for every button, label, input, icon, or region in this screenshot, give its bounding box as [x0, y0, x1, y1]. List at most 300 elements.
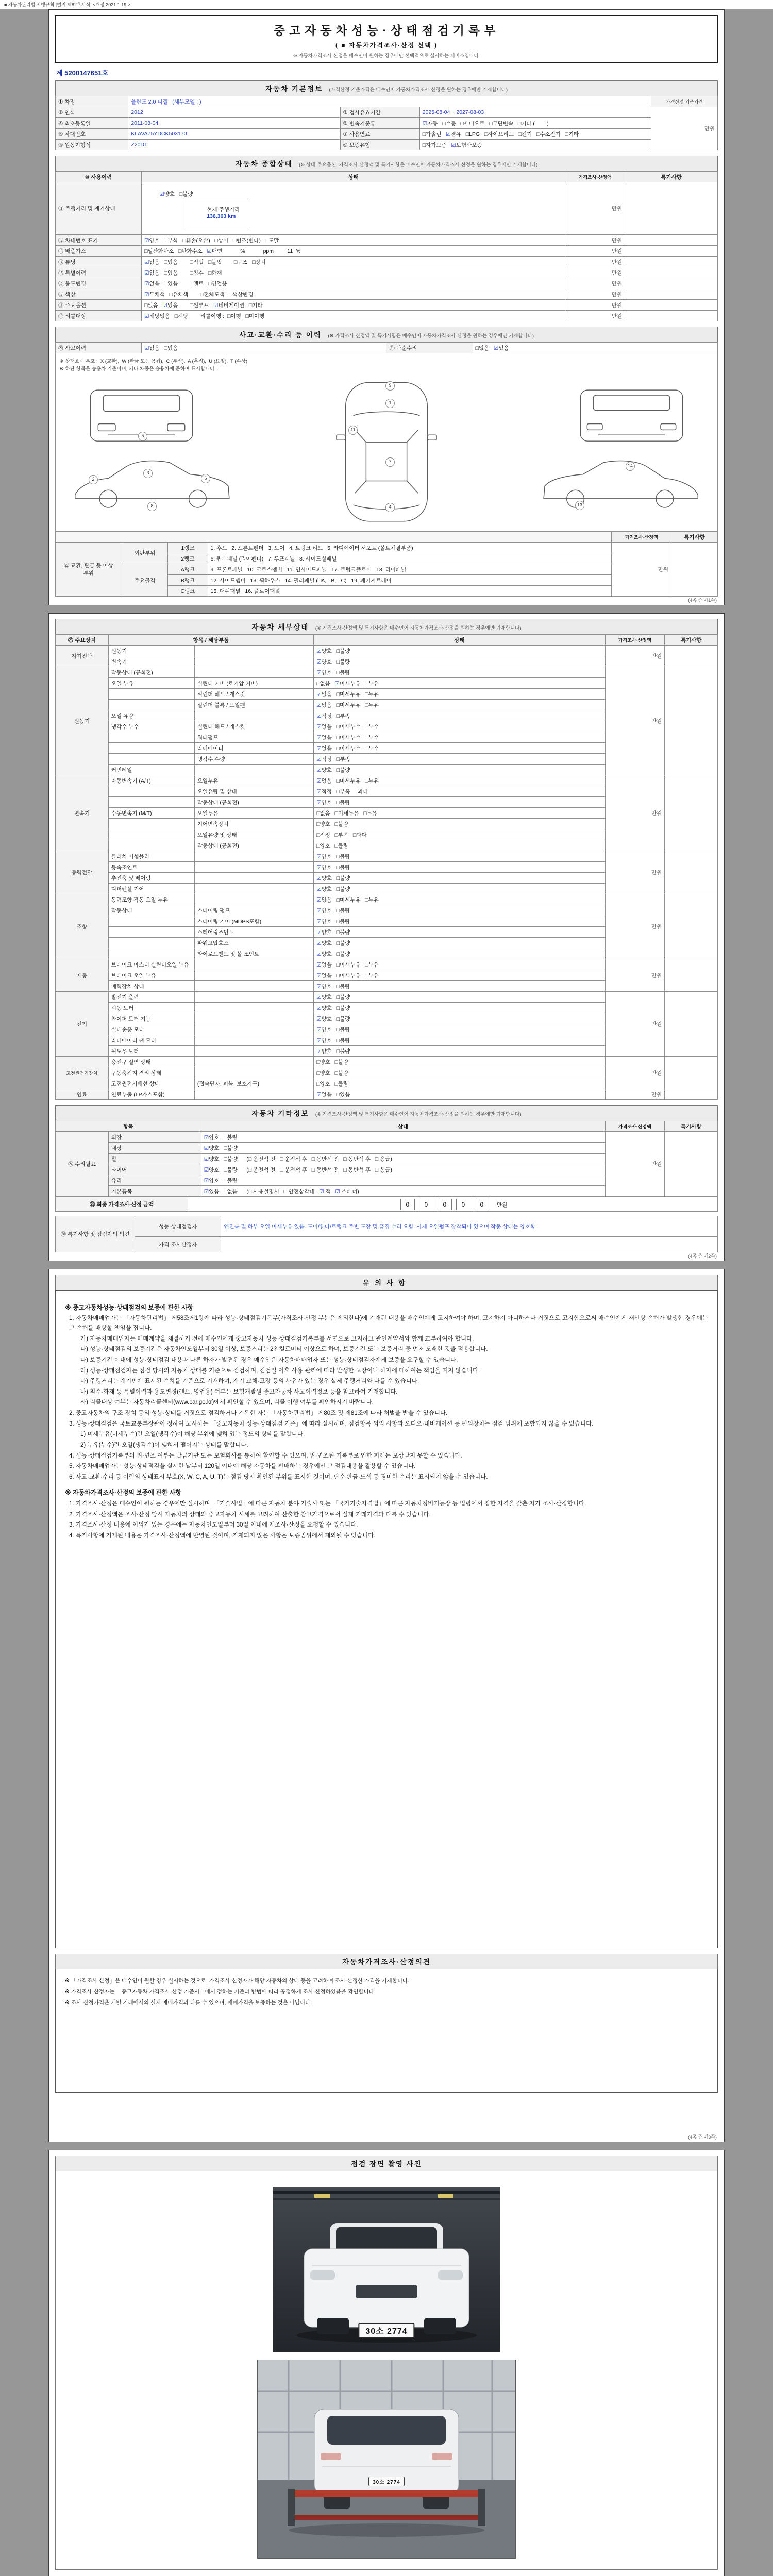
valuation-header	[55, 1954, 718, 1969]
column-header: 가격조사·산정액	[605, 1121, 665, 1132]
state-cell: ☑양호 □불량	[314, 851, 605, 862]
subitem-cell	[194, 710, 313, 721]
price-cell: 만원	[565, 182, 625, 235]
overall-status-title: 자동차 종합상태	[235, 160, 293, 168]
document-subtitle: ( ■ 자동차가격조사·산정 선택 )	[335, 42, 438, 49]
rank-items: 1. 후드 2. 프론트펜더 3. 도어 4. 트렁크 리드 5. 라디에이터 서포트 (볼트체결부품)	[208, 543, 612, 553]
item-cell	[108, 786, 194, 797]
column-header: 항목 / 해당부품	[108, 635, 313, 646]
field-label: ⑲ 리콜대상	[56, 311, 142, 321]
notice-paragraph: 마) 주행거리는 계기판에 표시된 수치를 기준으로 기재하며, 계기 교체·고장 등의 사유가 있는 경우 실제 주행거리와 다를 수 있습니다.	[80, 1378, 419, 1385]
field-value: 2011-08-04	[128, 118, 340, 129]
notice-paragraph: 가) 자동차매매업자는 매매계약을 체결하기 전에 매수인에게 중고자동차 성능·상태점검기록부를 서면으로 고지하고 관인계약서와 함께 교부하여야 합니다.	[80, 1335, 474, 1342]
state-cell: ☑양호 □불량	[314, 981, 605, 992]
diagram-part-number: 14	[626, 462, 635, 471]
item-cell: 유리	[108, 1175, 201, 1186]
note-cell	[625, 300, 718, 311]
field-label: ⑧ 원동기형식	[56, 140, 128, 150]
state-cell: ☑무채색 □유채색 □전체도색 □색상변경	[142, 289, 565, 300]
note-cell	[625, 311, 718, 321]
notice-body	[55, 1290, 718, 1948]
item-cell: 고전원전기배선 상태	[108, 1078, 194, 1089]
subitem-cell: 파워고압호스	[194, 938, 313, 948]
subitem-cell: 오일누유	[194, 808, 313, 819]
subitem-cell: 오일유량 및 상태	[194, 786, 313, 797]
column-header: 가격조사·산정액	[565, 172, 625, 182]
photo-section-header	[55, 2156, 718, 2171]
item-cell: 연료누출 (LP가스포함)	[108, 1089, 194, 1100]
note-cell	[625, 289, 718, 300]
price-cell: 만원	[565, 235, 625, 246]
item-cell: 원동기	[108, 646, 194, 656]
field-label: ⑮ 특별이력	[56, 267, 142, 278]
diagram-part-number: 6	[201, 474, 210, 483]
document-title: 중고자동차성능·상태점검기록부	[273, 24, 500, 37]
final-price-value	[188, 1197, 718, 1212]
overall-status-note: (※ 상태·주요옵션, 가격조사·산정액 및 특기사항은 매수인이 자동차가격조사·산정을 원하는 경우에만 기재합니다)	[299, 162, 538, 168]
field-label: ② 연식	[56, 107, 128, 118]
state-cell: ☑양호 □불량	[201, 1175, 605, 1186]
basic-info-title: 자동차 기본정보	[265, 85, 323, 93]
notice-paragraph: 1) 미세누유(미세누수)란 오일(냉각수)이 해당 부위에 맺혀 있는 정도의 상태를 말합니다.	[80, 1431, 305, 1438]
note-cell	[625, 235, 718, 246]
item-cell	[108, 754, 194, 765]
note-cell	[665, 959, 718, 992]
state-cell: □양호 □불량	[314, 819, 605, 829]
notice-paragraph: ※ 자동차가격조사·산정의 보증에 관한 사항	[65, 1489, 182, 1497]
exchange-rank-table	[55, 531, 718, 597]
subitem-cell	[194, 1089, 313, 1100]
item-cell: 브레이크 오일 누유	[108, 970, 194, 981]
state-cell: ☑양호 □부식 □훼손(오손) □상이 □변조(변타) □도말	[142, 235, 565, 246]
page-3	[48, 1269, 725, 2142]
item-cell: 등속조인트	[108, 862, 194, 873]
subitem-cell	[194, 656, 313, 667]
state-cell: ☑양호 □불량	[314, 905, 605, 916]
note-cell	[665, 992, 718, 1057]
price-cell: 만원	[605, 851, 665, 894]
price-cell: 만원	[605, 959, 665, 992]
item-cell: 오일 유량	[108, 710, 194, 721]
field-label: ⑫ 차대번호 표기	[56, 235, 142, 246]
notice-paragraph: 2. 중고자동차의 구조·장치 등의 성능·상태를 거짓으로 점검하거나 기록한 자는 「자동차관리법」 제80조 및 제81조에 따라 처벌을 받을 수 있습니다.	[69, 1410, 448, 1417]
diagram-part-number: 7	[385, 457, 395, 467]
note-cell	[665, 1089, 718, 1100]
page-1	[48, 9, 725, 605]
item-cell: 충전구 절연 상태	[108, 1057, 194, 1067]
document-number: 제 5200147651호	[56, 69, 109, 77]
subitem-cell	[194, 1067, 313, 1078]
item-cell: 동력조향 작동 오일 누유	[108, 894, 194, 905]
subitem-cell	[194, 1035, 313, 1046]
subitem-cell: 실린더 커버 (로커암 커버)	[194, 678, 313, 689]
price-cell: 만원	[565, 246, 625, 257]
valuation-body	[55, 1969, 718, 2093]
notice-paragraph: 1. 가격조사·산정은 매수인이 원하는 경우에만 실시하며, 「기술사법」에 따른 자동차 분야 기술사 또는 「국가기술자격법」에 따른 자동차정비기능장 등 법령에서 정한 자격을 갖춘 자가 조사·산정합니다.	[69, 1500, 586, 1507]
inspector-opinion-table	[55, 1216, 718, 1252]
accident-history-note: (※ 가격조사·산정액 및 특기사항은 매수인이 자동차가격조사·산정을 원하는 경우에만 기재합니다)	[328, 333, 534, 339]
overall-status-table	[55, 171, 718, 321]
panel-group-label: 주요골격	[122, 564, 168, 597]
state-cell: ☑양호 □불량	[314, 948, 605, 959]
state-cell: ☑없음 □미세누유 □누유	[314, 959, 605, 970]
accident-history-title: 사고·교환·수리 등 이력	[239, 331, 322, 339]
inspection-photo-front	[273, 2187, 500, 2352]
subitem-cell: 워터펌프	[194, 732, 313, 743]
price-digit-box: 0	[475, 1199, 489, 1210]
device-group-label: 변속기	[56, 775, 109, 851]
item-cell: 와이퍼 모터 기능	[108, 1013, 194, 1024]
state-cell: ☑양호 □불량	[314, 797, 605, 808]
item-cell: 브레이크 마스터 실린더오일 누유	[108, 959, 194, 970]
diagram-part-number: 4	[385, 503, 395, 512]
notice-title: 유의사항	[362, 1279, 411, 1287]
rank-label: 2랭크	[168, 553, 208, 564]
subitem-cell: 라디에이터	[194, 743, 313, 754]
column-header: 특기사항	[625, 172, 718, 182]
inspector-opinion-text: 엔진룸 및 하부 오일 미세누유 있음. 도어/휀다/트렁크 주변 도장 및 흠집 수리 요함. 사제 오일펌프 장착되어 있으며 작동 상태는 양호함.	[221, 1216, 718, 1237]
price-cell: 만원	[565, 267, 625, 278]
notice-paragraph: 4. 특기사항에 기재된 내용은 가격조사·산정액에 반영된 것이며, 기재되지 않은 사항은 보증범위에서 제외될 수 있습니다.	[69, 1532, 376, 1539]
column-header: ⑩ 사용이력	[56, 172, 142, 182]
state-cell: ☑양호 □불량	[314, 1046, 605, 1057]
field-label: ⑳ 사고이력	[56, 343, 142, 353]
notice-paragraph: 2) 누유(누수)란 오일(냉각수)이 맺혀서 떨어지는 상태를 말합니다.	[80, 1442, 248, 1448]
field-label: ⑤ 변속기종류	[340, 118, 419, 129]
state-cell: ☑없음 □미세누유 □누유	[314, 970, 605, 981]
inspection-photo-rear	[257, 2360, 516, 2559]
final-price-table	[55, 1197, 718, 1212]
item-cell: 외장	[108, 1132, 201, 1143]
state-cell: ☑양호 □불량	[314, 916, 605, 927]
state-cell: □양호 □불량	[314, 1078, 605, 1089]
rank-label: A랭크	[168, 564, 208, 575]
state-cell: ☑양호 □불량	[314, 927, 605, 938]
price-cell: 만원	[565, 278, 625, 289]
diagram-part-number: 3	[143, 469, 153, 478]
state-cell: ☑적정 □부족	[314, 754, 605, 765]
subitem-cell	[194, 1003, 313, 1013]
rank-items: 12. 사이드멤버 13. 휠하우스 14. 필러패널 (□A, □B, □C) 19. 패키지트레이	[208, 575, 612, 586]
column-header: 특기사항	[671, 532, 718, 543]
column-header: 상태	[201, 1121, 605, 1132]
subitem-cell: 작동상태 (공회전)	[194, 797, 313, 808]
photo-rear-art	[258, 2360, 515, 2558]
state-cell: □없음 □미세누유 □누유	[314, 808, 605, 819]
photo-section-title: 점검 장면 촬영 사진	[351, 2160, 422, 2168]
notice-paragraph: 나) 성능·상태점검의 보증기간은 자동차인도일부터 30일 이상, 보증거리는 2천킬로미터 이상으로 하며, 보증기간 또는 보증거리 중 먼저 도래한 것을 적용합니다.	[80, 1346, 488, 1353]
appraiser-opinion-text	[221, 1237, 718, 1252]
price-cell: 만원	[565, 300, 625, 311]
subitem-cell	[194, 970, 313, 981]
mileage-label: 현재 주행거리	[207, 206, 240, 213]
device-group-label: 제동	[56, 959, 109, 992]
price-digit-box: 0	[419, 1199, 433, 1210]
panel-group-label: 외판부위	[122, 543, 168, 564]
repair-group-label: ㉔ 수리필요	[56, 1132, 109, 1197]
item-cell: 실내송풍 모터	[108, 1024, 194, 1035]
field-value: KLAVA75YDCK503170	[128, 129, 340, 140]
notice-paragraph: 라) 성능·상태점검자는 점검 당시의 자동차 상태를 기준으로 점검하며, 점검일 이후 사용·관리에 따라 발생한 고장이나 하자에 대하여는 책임을 지지 않습니다.	[80, 1367, 480, 1374]
valuation-line: ※ 「가격조사·산정」은 매수인이 원할 경우 실시하는 것으로, 가격조사·산정자가 해당 자동차의 상태 등을 고려하여 조사·산정한 가격을 기재합니다.	[65, 1978, 410, 1984]
state-cell: ☑양호 □불량	[201, 1143, 605, 1154]
column-header: ㉓ 주요장치	[56, 635, 109, 646]
diagram-part-number: 8	[147, 502, 157, 511]
notice-paragraph: 5. 자동차매매업자는 성능·상태점검을 실시한 날부터 120일 이내에 해당 자동차를 판매하는 경우에만 그 점검내용을 활용할 수 있습니다.	[69, 1463, 416, 1470]
basic-info-table	[55, 96, 718, 150]
state-cell: ☑양호 □불량 (□ 운전석 전 □ 운전석 후 □ 동반석 전 □ 동반석 후 □ 응급)	[201, 1154, 605, 1164]
field-label: ⑬ 배출가스	[56, 246, 142, 257]
subitem-cell	[194, 851, 313, 862]
state-cell: □일산화탄소 □탄화수소 ☑매연 % ppm 11 %	[142, 246, 565, 257]
item-cell	[108, 732, 194, 743]
subitem-cell	[194, 765, 313, 775]
accident-history-header	[55, 327, 718, 342]
detail-status-title: 자동차 세부상태	[251, 623, 309, 631]
diagram-part-number: 11	[348, 426, 358, 435]
notice-paragraph: 4. 성능·상태점검기록부의 위·변조 여부는 발급기관 또는 보험회사를 통하여 확인할 수 있으며, 위·변조된 기록부로 인한 피해는 보상받지 못할 수 있습니다.	[69, 1452, 462, 1459]
state-cell: □양호 □불량	[314, 1057, 605, 1067]
price-cell: 만원	[605, 894, 665, 959]
valuation-line: ※ 가격조사·산정자는 「중고자동차 가격조사·산정 기준서」에서 정하는 기준과 방법에 따라 공정하게 조사·산정하였음을 확인합니다.	[65, 1988, 376, 1995]
state-cell: ☑없음 □미세누유 □누유	[314, 894, 605, 905]
column-header: 가격조사·산정액	[605, 635, 665, 646]
field-value: □자가보증 ☑보험사보증	[419, 140, 651, 150]
item-cell: 시동 모터	[108, 1003, 194, 1013]
state-cell: ☑적정 □부족 □과다	[314, 786, 605, 797]
field-value: ☑자동 □수동 □세미오토 □무단변속 □기타 ( )	[419, 118, 651, 129]
state-cell: □양호 □불량	[314, 840, 605, 851]
price-base-header: 가격산정 기준가격	[651, 96, 718, 107]
price-cell: 만원	[605, 992, 665, 1057]
etc-info-title: 자동차 기타정보	[251, 1110, 309, 1117]
subitem-cell	[194, 992, 313, 1003]
device-group-label: 원동기	[56, 667, 109, 775]
document-title-box	[55, 15, 718, 63]
subitem-cell: 스티어링조인트	[194, 927, 313, 938]
etc-info-table	[55, 1121, 718, 1197]
field-label: ㉑ 단순수리	[386, 343, 473, 353]
state-cell: ☑없음 □있음 □침수 □화재	[142, 267, 565, 278]
license-plate: 30소 2774	[368, 2477, 405, 2486]
item-cell: 커먼레일	[108, 765, 194, 775]
note-cell	[665, 775, 718, 851]
rank-label: 1랭크	[168, 543, 208, 553]
notice-paragraph: ※ 중고자동차성능·상태점검의 보증에 관한 사항	[65, 1304, 194, 1311]
exchange-label: ㉒ 교환, 판금 등 이상 부위	[56, 543, 122, 597]
note-cell	[625, 246, 718, 257]
item-cell: 윈도우 모터	[108, 1046, 194, 1057]
subitem-cell: 오일누유	[194, 775, 313, 786]
item-cell	[108, 927, 194, 938]
item-cell: 냉각수 누수	[108, 721, 194, 732]
subitem-cell	[194, 1013, 313, 1024]
diagram-part-number: 13	[575, 501, 584, 510]
state-cell: ☑없음 □있음 □적법 □불법 □구조 □장치	[142, 257, 565, 267]
field-value: 올란도 2.0 디젤 (세부모델 : )	[128, 96, 651, 107]
item-cell	[108, 689, 194, 700]
notice-paragraph: 바) 침수·화재 등 특별이력과 용도변경(렌트, 영업용) 여부는 보험개발원 중고자동차 사고이력정보 등을 참고하여 기재합니다.	[80, 1388, 398, 1395]
form-code-note: ■ 자동차관리법 시행규칙 [별지 제82호서식] <개정 2021.1.19.>	[0, 0, 773, 9]
column-header: 특기사항	[665, 1121, 718, 1132]
state-value: ☑양호 □불량	[159, 191, 193, 197]
price-cell: 만원	[605, 667, 665, 775]
etc-info-header	[55, 1105, 718, 1121]
car-diagram-panel	[55, 353, 718, 531]
car-diagram	[60, 374, 713, 529]
note-cell	[625, 278, 718, 289]
price-digit-box: 0	[456, 1199, 470, 1210]
mileage-value: 136,363 km	[207, 213, 236, 219]
subitem-cell: 타이로드엔드 및 볼 조인트	[194, 948, 313, 959]
state-cell: ☑양호 □불량	[201, 1132, 605, 1143]
subitem-cell	[194, 862, 313, 873]
state-cell: ☑없음 □미세누유 □누유	[314, 775, 605, 786]
note-cell	[625, 267, 718, 278]
rank-label: C랭크	[168, 586, 208, 597]
field-label: ⑦ 사용연료	[340, 129, 419, 140]
state-cell: □양호 □불량	[314, 1067, 605, 1078]
field-value: □가솔린 ☑경유 □LPG □하이브리드 □전기 □수소전기 □기타	[419, 129, 651, 140]
subitem-cell	[194, 667, 313, 678]
state-cell: ☑양호 □불량	[314, 646, 605, 656]
subitem-cell: (접속단자, 피복, 보호기구)	[194, 1078, 313, 1089]
subitem-cell: 스티어링 기어 (MDPS포함)	[194, 916, 313, 927]
diagram-part-number: 2	[89, 475, 98, 484]
field-label: ⑪ 주행거리 및 계기상태	[56, 182, 142, 235]
device-group-label: 자기진단	[56, 646, 109, 667]
device-group-label: 전기	[56, 992, 109, 1057]
item-cell: 타이어	[108, 1164, 201, 1175]
subitem-cell	[194, 894, 313, 905]
diagram-part-number: 9	[385, 381, 395, 391]
photo-area	[55, 2171, 718, 2570]
item-cell: 휠	[108, 1154, 201, 1164]
field-label: ⑥ 차대번호	[56, 129, 128, 140]
inspector-role-label: 가격·조사산정자	[135, 1237, 221, 1252]
field-label: ⑱ 주요옵션	[56, 300, 142, 311]
state-cell: ☑양호 □불량	[314, 656, 605, 667]
accident-summary-table	[55, 342, 718, 353]
note-cell	[665, 894, 718, 959]
column-header: 상태	[314, 635, 605, 646]
note-cell	[665, 646, 718, 667]
basic-info-note: (가격산정 기준가격은 매수인이 자동차가격조사·산정을 원하는 경우에만 기재합니다)	[329, 87, 508, 93]
item-cell: 라디에이터 팬 모터	[108, 1035, 194, 1046]
basic-info-header	[55, 80, 718, 96]
state-cell: ☑양호 □불량	[314, 862, 605, 873]
field-label: ⑭ 튜닝	[56, 257, 142, 267]
detail-status-header	[55, 619, 718, 634]
price-cell: 만원	[651, 107, 718, 150]
mileage-box	[183, 198, 248, 227]
state-cell: ☑없음 □미세누유 □누유	[314, 700, 605, 710]
item-cell: 추진축 및 베어링	[108, 873, 194, 884]
detail-status-table	[55, 634, 718, 1100]
notice-paragraph: 1. 자동차매매업자는 「자동차관리법」 제58조제1항에 따라 성능·상태점검기록부(가격조사·산정 부분은 제외한다)에 기재된 내용을 매수인에게 고지하여야 하며, 고지하지 아니하거나 거짓으로 고지함으로써 매수인에게 재산상 손해가 발생한 경우에는 그 손해를 배상할 책임을 집니다.	[69, 1315, 708, 1332]
state-cell: ☑양호 □불량	[314, 1003, 605, 1013]
subitem-cell: 기어변속장치	[194, 819, 313, 829]
diagram-part-number: 5	[138, 432, 147, 441]
rank-items: 9. 프론트패널 10. 크로스멤버 11. 인사이드패널 17. 트렁크플로어 18. 리어패널	[208, 564, 612, 575]
price-cell: 만원	[565, 311, 625, 321]
device-group-label: 고전원전기장치	[56, 1057, 109, 1089]
field-label: ⑨ 보증유형	[340, 140, 419, 150]
state-cell	[142, 182, 565, 235]
item-cell: 디퍼렌셜 기어	[108, 884, 194, 894]
device-group-label: 동력전달	[56, 851, 109, 894]
price-cell: 만원	[565, 289, 625, 300]
state-cell: ☑없음 □미세누수 □누수	[314, 743, 605, 754]
notice-paragraph: 사) 리콜대상 여부는 자동차리콜센터(www.car.go.kr)에서 확인할 수 있으며, 리콜 이행 여부를 확인하시기 바랍니다.	[80, 1399, 374, 1406]
state-cell: □없음 ☑있음	[473, 343, 717, 353]
final-price-label: ㉕ 최종 가격조사·산정 금액	[56, 1197, 188, 1212]
subitem-cell: 냉각수 수량	[194, 754, 313, 765]
item-cell	[108, 819, 194, 829]
page-number: (4쪽 중 제2쪽)	[688, 1253, 717, 1259]
subitem-cell	[194, 873, 313, 884]
note-cell	[665, 1132, 718, 1197]
diagram-part-number: 1	[385, 399, 395, 408]
item-cell: 자동변속기 (A/T)	[108, 775, 194, 786]
price-unit: 만원	[496, 1201, 508, 1208]
item-cell	[108, 743, 194, 754]
field-label: ④ 최초등록일	[56, 118, 128, 129]
note-cell	[665, 1057, 718, 1089]
state-cell: ☑양호 □불량	[314, 873, 605, 884]
document-title-note: ※ 자동차가격조사·산정은 매수인이 원하는 경우에만 선택적으로 실시하는 서비스입니다.	[293, 53, 480, 59]
valuation-line: ※ 조사·산정가격은 개별 거래에서의 실제 매매가격과 다를 수 있으며, 매매가격을 보증하는 것은 아닙니다.	[65, 1999, 312, 2006]
column-header: 가격조사·산정액	[612, 532, 671, 543]
diagram-legend-2: ※ 하단 항목은 승용차 기준이며, 기타 차종은 승용차에 준하여 표시합니다.	[60, 366, 216, 372]
item-cell: 발전기 출력	[108, 992, 194, 1003]
item-cell	[108, 700, 194, 710]
state-cell: ☑없음 □미세누유 □누유	[314, 689, 605, 700]
detail-status-note: (※ 가격조사·산정액 및 특기사항은 매수인이 자동차가격조사·산정을 원하는 경우에만 기재합니다)	[315, 625, 522, 631]
item-cell	[108, 948, 194, 959]
state-cell: ☑해당없음 □해당 리콜이행 : □이행 □미이행	[142, 311, 565, 321]
opinion-header-label: ㉖ 특기사항 및 점검자의 의견	[56, 1216, 135, 1252]
column-header: 상태	[142, 172, 565, 182]
state-cell: ☑양호 □불량	[314, 1013, 605, 1024]
notice-paragraph: 6. 사고·교환·수리 등 이력의 상태표시 부호(X, W, C, A, U, T)는 점검 당시 확인된 부위를 표시한 것이며, 단순 판금·도색 등 경미한 수리는 표시되지 않을 수 있습니다.	[69, 1473, 488, 1480]
rank-table-header	[56, 532, 612, 543]
subitem-cell	[194, 959, 313, 970]
field-value: 2025-08-04 ~ 2027-08-03	[419, 107, 651, 118]
note-cell	[625, 257, 718, 267]
license-plate: 30소 2774	[358, 2323, 414, 2338]
subitem-cell: 실린더 헤드 / 개스킷	[194, 721, 313, 732]
state-cell: ☑없음 □미세누수 □누수	[314, 721, 605, 732]
price-cell: 만원	[605, 1057, 665, 1089]
price-cell: 만원	[605, 646, 665, 667]
page-number: (4쪽 중 제1쪽)	[688, 598, 717, 603]
price-cell: 만원	[605, 1132, 665, 1197]
field-value: Z20D1	[128, 140, 340, 150]
state-cell: ☑양호 □불량	[314, 1035, 605, 1046]
state-cell: ☑양호 □불량 (□ 운전석 전 □ 운전석 후 □ 동반석 전 □ 동반석 후 □ 응급)	[201, 1164, 605, 1175]
state-cell: □없음 ☑미세누유 □누유	[314, 678, 605, 689]
diagram-legend-1: ※ 상태표시 부호 : X (교환), W (판금 또는 용접), C (부식), A (흠집), U (요철), T (손상)	[60, 359, 248, 364]
price-cell: 만원	[612, 543, 671, 597]
item-cell: 작동상태	[108, 905, 194, 916]
state-cell: ☑양호 □불량	[314, 992, 605, 1003]
subitem-cell: 작동상태 (공회전)	[194, 840, 313, 851]
valuation-title: 자동차가격조사·산정의견	[342, 1958, 431, 1966]
item-cell: 기본품목	[108, 1186, 201, 1197]
item-cell: 내장	[108, 1143, 201, 1154]
state-cell: ☑양호 □불량	[314, 938, 605, 948]
